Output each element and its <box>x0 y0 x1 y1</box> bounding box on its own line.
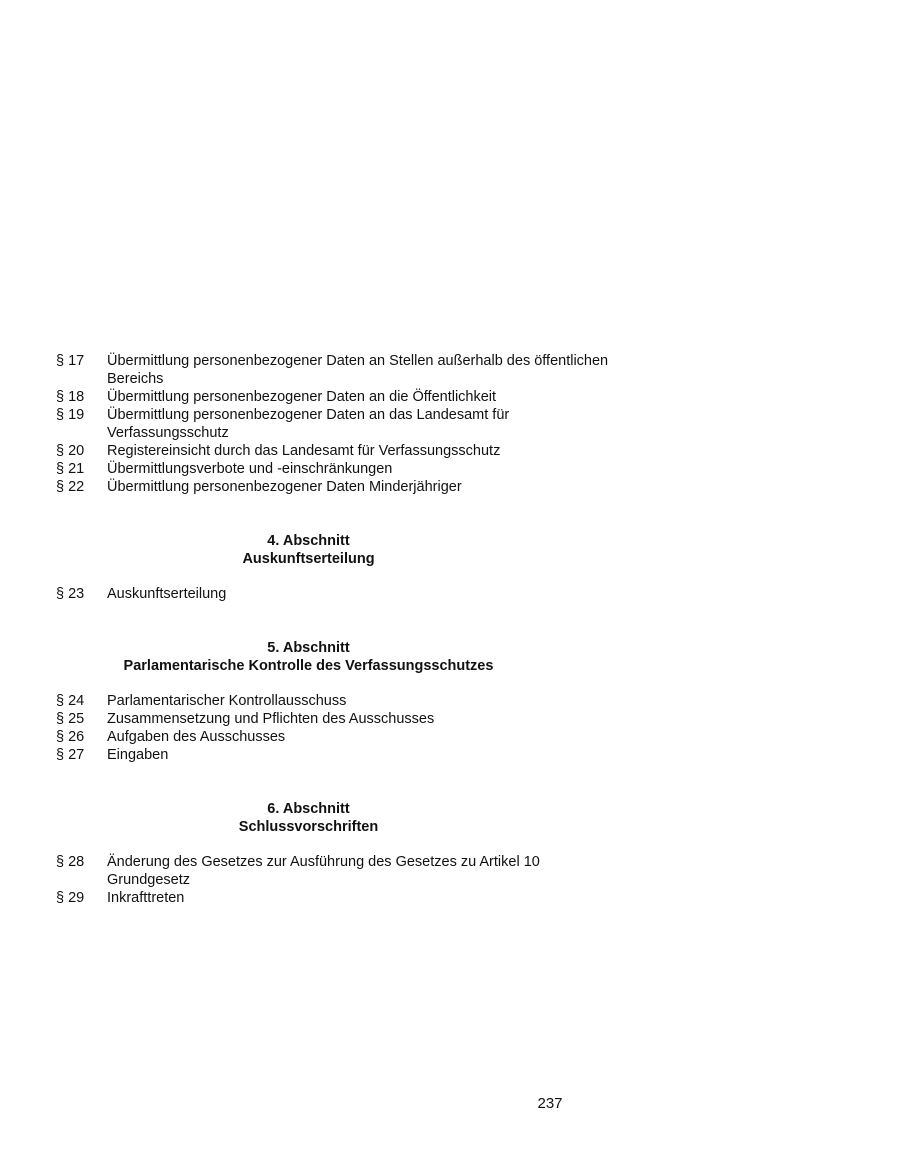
toc-entry-26 <box>56 728 616 746</box>
section-5-heading <box>56 639 561 675</box>
section-number: 5. Abschnitt <box>267 640 350 656</box>
paragraph-number: § 17 <box>56 353 85 369</box>
toc-group-section-6 <box>56 853 616 907</box>
toc-group-continued <box>56 352 616 496</box>
toc-entry-21 <box>56 460 616 478</box>
section-6-heading <box>56 800 561 836</box>
paragraph-title: Übermittlung personenbezogener Daten Minderjähriger <box>107 479 462 495</box>
paragraph-title: Übermittlung personenbezogener Daten an das Landesamt für Verfassungsschutz <box>107 407 510 441</box>
section-title: Schlussvorschriften <box>238 819 379 835</box>
toc-entry-17 <box>56 352 616 388</box>
toc-entry-19 <box>56 406 616 442</box>
toc-entry-27 <box>56 746 616 764</box>
paragraph-title: Zusammensetzung und Pflichten des Ausschusses <box>107 711 435 727</box>
paragraph-number: § 29 <box>56 890 85 906</box>
toc-entry-25 <box>56 710 616 728</box>
paragraph-number: § 23 <box>56 586 85 602</box>
paragraph-number: § 20 <box>56 443 85 459</box>
paragraph-number: § 26 <box>56 729 85 745</box>
paragraph-title: Übermittlungsverbote und -einschränkungen <box>107 461 393 477</box>
toc-entry-22 <box>56 478 616 496</box>
paragraph-title: Aufgaben des Ausschusses <box>107 729 286 745</box>
paragraph-title: Übermittlung personenbezogener Daten an Stellen außerhalb des öffentlichen Bereichs <box>107 353 609 387</box>
toc-entry-29 <box>56 889 616 907</box>
paragraph-number: § 22 <box>56 479 85 495</box>
toc-entry-23 <box>56 585 616 603</box>
section-number: 6. Abschnitt <box>267 801 350 817</box>
paragraph-title: Änderung des Gesetzes zur Ausführung des Gesetzes zu Artikel 10 Grundgesetz <box>107 854 540 888</box>
section-4-heading <box>56 532 561 568</box>
paragraph-title: Übermittlung personenbezogener Daten an die Öffentlichkeit <box>107 389 497 405</box>
section-number: 4. Abschnitt <box>267 533 350 549</box>
page-number: 237 <box>537 1095 563 1112</box>
paragraph-number: § 24 <box>56 693 85 709</box>
toc-entry-18 <box>56 388 616 406</box>
toc-entry-28 <box>56 853 616 889</box>
paragraph-title: Auskunftserteilung <box>107 586 227 602</box>
paragraph-number: § 21 <box>56 461 85 477</box>
section-title: Auskunftserteilung <box>242 551 375 567</box>
paragraph-number: § 27 <box>56 747 85 763</box>
paragraph-title: Parlamentarischer Kontrollausschuss <box>107 693 347 709</box>
paragraph-number: § 18 <box>56 389 85 405</box>
section-title: Parlamentarische Kontrolle des Verfassungsschutzes <box>123 658 494 674</box>
paragraph-title: Registereinsicht durch das Landesamt für Verfassungsschutz <box>107 443 501 459</box>
paragraph-number: § 19 <box>56 407 85 423</box>
toc-entry-24 <box>56 692 616 710</box>
paragraph-number: § 28 <box>56 854 85 870</box>
paragraph-title: Inkrafttreten <box>107 890 185 906</box>
toc-group-section-4 <box>56 585 616 603</box>
paragraph-title: Eingaben <box>107 747 169 763</box>
toc-group-section-5 <box>56 692 616 764</box>
toc-entry-20 <box>56 442 616 460</box>
paragraph-number: § 25 <box>56 711 85 727</box>
